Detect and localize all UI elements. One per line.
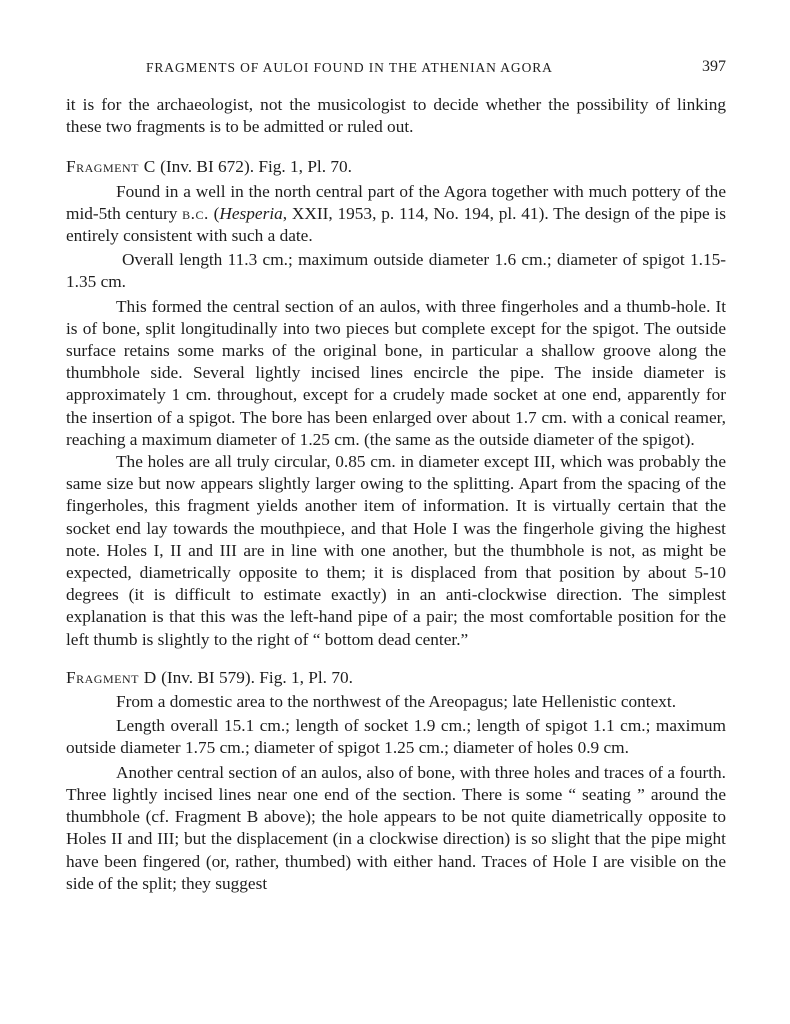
fragment-c-journal: Hesperia xyxy=(219,203,283,223)
fragment-c-find-after: , XXII, 1953, p. 114, No. 194, pl. 41). The design of the pipe is entirely consistent with such a date. xyxy=(66,203,726,246)
fragment-c-label: Fragment C xyxy=(66,157,156,177)
fragment-c-heading xyxy=(66,156,726,178)
fragment-d-find-paragraph: From a domestic area to the northwest of the Areopagus; late Hellenistic context. xyxy=(116,692,677,712)
running-title: FRAGMENTS OF AULOI FOUND IN THE ATHENIAN AGORA xyxy=(146,60,553,75)
page-number: 397 xyxy=(702,58,726,75)
page xyxy=(66,58,726,895)
fragment-c-find-paragraph xyxy=(66,181,726,248)
running-head xyxy=(66,58,726,80)
fragment-c-find-bc: b.c. xyxy=(182,203,209,223)
fragment-c-find-before: Found in a well in the north central part of the Agora together with much pottery of the mid-5th century xyxy=(66,181,726,223)
fragment-c-holes: The holes are all truly circular, 0.85 cm. in diameter except III, which was probably the same size but now appears slightly larger owing to the splitting. Apart from the spacing of the fingerholes, this fragment yields another item of information. It is virtually certain that the socket end lay towards the mouthpiece, and that Hole I was the fingerhole giving the highest note. Holes I, II and III are in line with one another, but the thumbhole is not, as might be expected, diametrically opposite to them; it is displaced from that position by about 5-10 degrees (it is difficult to estimate exactly) in an anti-clockwise direction. The simplest explanation is that this was the left-hand pipe of a pair; the most comfortable position for the left thumb is slightly to the right of “ bottom dead center.” xyxy=(66,452,726,649)
fragment-c-ref: (Inv. BI 672). Fig. 1, Pl. 70. xyxy=(155,157,352,177)
fragment-d-description: Another central section of an aulos, also of bone, with three holes and traces of a fourth. Three lightly incised lines near one end of the section. There is some “ seating ” around the thumbhole (cf. Fragment B above); the hole appears to be not quite diametrically opposite to Holes II and III; but the displacement (in a clockwise direction) is so slight that the pipe might have been fingered (or, rather, thumbed) with either hand. Traces of Hole I are visible on the side of the split; they suggest xyxy=(66,762,726,893)
fragment-d-measurements: Length overall 15.1 cm.; length of socket 1.9 cm.; length of spigot 1.1 cm.; maximum outside diameter 1.75 cm.; diameter of spigot 1.25 cm.; diameter of holes 0.9 cm. xyxy=(66,716,726,758)
fragment-c-description: This formed the central section of an aulos, with three fingerholes and a thumb-hole. It is of bone, split longitudinally into two pieces but complete except for the spigot. The outside surface retains some marks of the original bone, in particular a shallow groove along the thumbhole side. Several lightly incised lines encircle the pipe. The inside diameter is approximately 1 cm. throughout, except for a crudely made socket at one end, apparently for the insertion of a spigot. The bore has been enlarged over about 1.7 cm. with a conical reamer, reaching a maximum diameter of 1.25 cm. (the same as the outside diameter of the spigot). xyxy=(66,296,726,449)
fragment-d-ref: (Inv. BI 579). Fig. 1, Pl. 70. xyxy=(156,667,353,687)
fragment-c-measurements: Overall length 11.3 cm.; maximum outside diameter 1.6 cm.; diameter of spigot 1.15-1.35 cm. xyxy=(66,250,726,292)
fragment-d-heading xyxy=(66,667,726,689)
intro-paragraph: it is for the archaeologist, not the musicologist to decide whether the possibility of linking these two fragments is to be admitted or ruled out. xyxy=(66,95,726,137)
fragment-c-find-paren: ( xyxy=(208,203,220,223)
fragment-d-label: Fragment D xyxy=(66,667,157,687)
